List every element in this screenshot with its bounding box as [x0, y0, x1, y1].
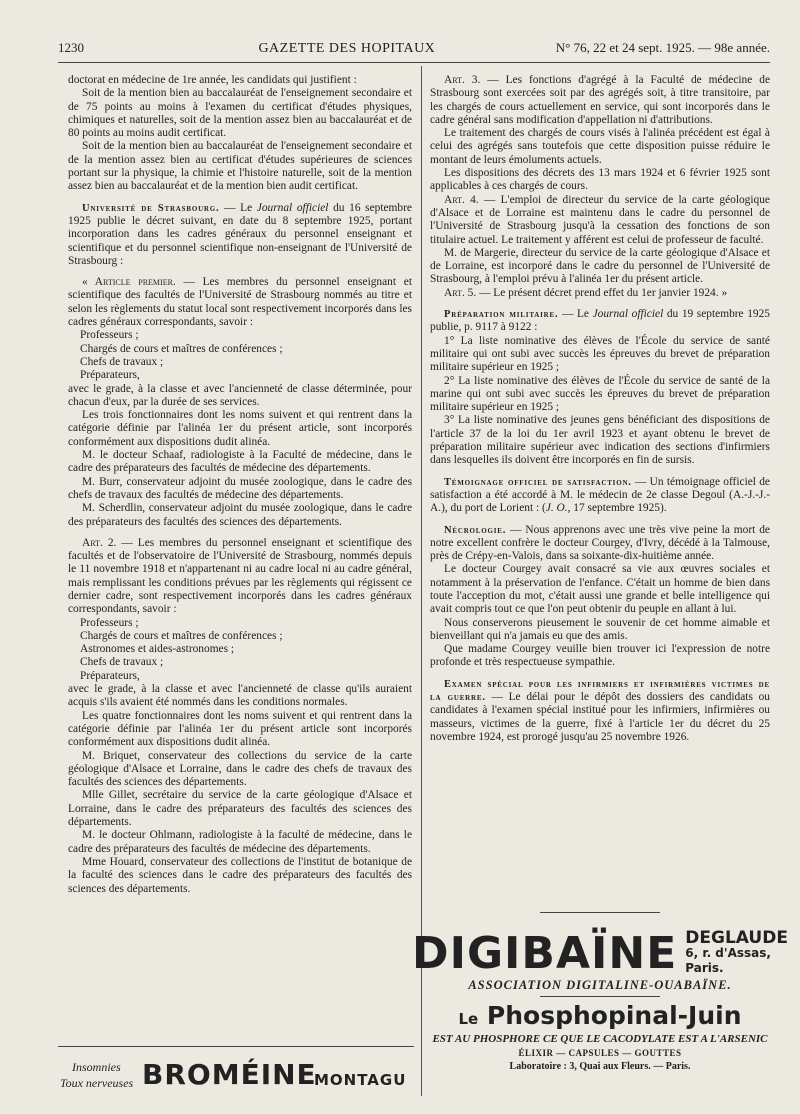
issue-date: N° 76, 22 et 24 sept. 1925. — 98e année.	[555, 40, 770, 55]
temoignage-notice: Témoignage officiel de satisfaction. — Un témoignage officiel de satisfaction a été accordé à M. le médecin de 2e classe Degoul (A.-J.-J.-A.), du port de Lorient : (J. O., 17 septembre 1925).	[430, 475, 770, 515]
digibaine-ad	[412, 912, 788, 992]
article-5: Art. 5. — Le présent décret prend effet du 1er janvier 1924. »	[444, 286, 728, 299]
paragraph: M. Scherdlin, conservateur adjoint du musée zoologique, dans le cadre des préparateurs des facultés des sciences des départements.	[68, 502, 412, 528]
list-item: Astronomes et aides-astronomes ;	[80, 643, 235, 656]
paragraph: M. Briquet, conservateur des collections du service de la carte géologique d'Alsace et Lorraine, dans le cadre des chefs de travaux des facultés des sciences des départements.	[68, 749, 412, 789]
paragraph: Soit de la mention bien au baccalauréat de l'enseignement secondaire et de la mention assez bien au certificat d'études supérieures de sciences portant sur la physique, la chimie et l'histoire naturelle, soit de la mention assez bien au baccalauréat et de la mention bien audit certificat.	[68, 140, 412, 193]
list-item: Professeurs ;	[80, 616, 139, 629]
article-2: Art. 2. — Les membres du personnel enseignant et scientifique des facultés et de l'observatoire de l'Université de Strasbourg, nommés depuis le 11 novembre 1918 et n'appartenant ni au cadre local ni au cadre général, mais remplissant les conditions prévues par les règlements qui régissent ce dernier cadre, sont respectivement incorporés dans les cadres généraux correspondants, savoir :	[68, 536, 412, 616]
article-1: « Article premier. — Les membres du personnel enseignant et scientifique des facultés de l'Université de Strasbourg nommés au titre et selon les règlements du statut local sont respectivement incorporés dans les cadres généraux correspondants, savoir :	[68, 276, 412, 329]
paragraph: Soit de la mention bien au baccalauréat de l'enseignement secondaire et de 75 points au moins à l'examen du certificat d'études physiques, chimiques et naturelles, soit de la mention assez bien au baccalauréat et de 80 points au moins audit certificat.	[68, 87, 412, 140]
paragraph: doctorat en médecine de 1re année, les candidats qui justifient :	[68, 74, 357, 86]
left-column	[68, 74, 412, 896]
paragraph: Les trois fonctionnaires dont les noms suivent et qui rentrent dans la catégorie définie par l'alinéa 1er du présent article, sont incorporés conformément aux dispositions dudit alinéa.	[68, 409, 412, 448]
paragraph: 2° La liste nominative des élèves de l'École du service de santé de la marine qui ont subi avec succès les épreuves du brevet de préparation militaire supérieur en 1925 ;	[430, 374, 770, 414]
paragraph: Les dispositions des décrets des 13 mars 1924 et 6 février 1925 sont applicables à ces chargés de cours.	[430, 167, 770, 193]
paragraph: 3° La liste nominative des jeunes gens bénéficiant des dispositions de l'article 37 de la loi du 1er avril 1923 et ayant obtenu le brevet de préparation militaire supérieur avec indication des sections d'infirmiers dans lesquelles ils doivent être incorporés en fin de sursis.	[430, 414, 770, 467]
digibaine-association: ASSOCIATION DIGITALINE-OUABAÏNE.	[468, 978, 732, 992]
list-item: Chefs de travaux ;	[80, 656, 164, 669]
deglaude-address: 6, r. d'Assas, Paris.	[685, 946, 771, 975]
paragraph: Le docteur Courgey avait consacré sa vie aux œuvres sociales et notamment à la préservation de l'enfance. C'était un homme de bien dans toute l'acception du mot, c'était aussi une grande et belle intelligence qui avait compris tout ce que l'on peut obtenir du peuple en allant à lui.	[430, 563, 770, 616]
paragraph: Nous conserverons pieusement le souvenir de cet homme aimable et bienveillant qui n'a jamais eu que des amis.	[430, 616, 770, 642]
phosphopinal-laboratory: Laboratoire : 3, Quai aux Fleurs. — Paris.	[509, 1061, 691, 1072]
section-heading: Préparation militaire.	[444, 309, 559, 321]
paragraph: Les quatre fonctionnaires dont les noms suivent et qui rentrent dans la catégorie définie par l'alinéa 1er du présent article sont incorporés conformément aux dispositions dudit alinéa.	[68, 709, 412, 749]
journal-title: GAZETTE DES HOPITAUX	[258, 41, 436, 56]
paragraph: M. le docteur Schaaf, radiologiste à la Faculté de médecine, dans le cadre des préparateurs des facultés de médecine des départements.	[68, 449, 412, 475]
list-item: Professeurs ;	[80, 329, 139, 342]
list-item: Chargés de cours et maîtres de conférences ;	[80, 342, 283, 355]
paragraph: Que madame Courgey veuille bien trouver ici l'expression de notre profonde et très respectueuse sympathie.	[430, 643, 770, 669]
preparation-notice: Préparation militaire. — Le Journal officiel du 19 septembre 1925 publie, p. 9117 à 9122 :	[430, 308, 770, 334]
article-4: Art. 4. — L'emploi de directeur du service de la carte géologique d'Alsace et de Lorraine est maintenu dans le cadre du personnel de l'Université de Strasbourg jusqu'à la cessation des fonctions de son titulaire actuel. Le traitement y afférent est celui de professeur de faculté.	[430, 193, 770, 246]
bromeine-tagline: Insomnies	[72, 1060, 121, 1074]
phosphopinal-name: Phosphopinal-Juin	[486, 1001, 742, 1030]
list-item: Préparateurs,	[80, 369, 140, 382]
paragraph: avec le grade, à la classe et avec l'ancienneté de classe déterminée, pour chacun d'eux, par la durée de ses services.	[68, 382, 412, 408]
section-heading: Témoignage officiel de satisfaction.	[444, 476, 632, 488]
bromeine-name: BROMÉINE	[142, 1058, 317, 1091]
paragraph: avec le grade, à la classe et avec l'ancienneté de classe qu'ils auraient acquis s'ils avaient été nommés dans les conditions normales.	[68, 683, 412, 709]
header-rule	[58, 62, 770, 63]
necrologie-notice: Nécrologie. — Nous apprenons avec une très vive peine la mort de notre excellent confrère le docteur Courgey, d'Ivry, décédé à la Talmouse, près de Crépy-en-Valois, dans sa soixante-dix-huitième année.	[430, 523, 770, 563]
list-item: Préparateurs,	[80, 669, 140, 682]
paragraph: M. le docteur Ohlmann, radiologiste à la faculté de médecine, dans le cadre des préparateurs des facultés de médecine des départements.	[68, 829, 412, 855]
paragraph: M. de Margerie, directeur du service de la carte géologique d'Alsace et de Lorraine, est incorporé dans le cadre du personnel de l'Université de Strasbourg, à l'emploi prévu à l'alinéa 1er du présent article.	[430, 246, 770, 286]
deglaude-name: DEGLAUDE	[685, 928, 788, 948]
paragraph: M. Burr, conservateur adjoint du musée zoologique, dans le cadre des chefs de travaux des facultés de médecine des départements.	[68, 475, 412, 501]
right-column	[430, 74, 770, 744]
strasbourg-notice: Université de Strasbourg. — Le Journal officiel du 16 septembre 1925 publie le décret suivant, en date du 8 septembre 1925, portant incorporation dans les cadres généraux du personnel enseignant et scientifique et du personnel scientifique non-enseignant de l'Université de Strasbourg :	[68, 201, 412, 267]
paragraph: Mme Houard, conservateur des collections de l'institut de botanique de la faculté des sciences dans le cadre des préparateurs des facultés des sciences des départements.	[68, 855, 412, 895]
page-number: 1230	[58, 40, 84, 55]
bromeine-ad	[58, 1046, 414, 1098]
examen-notice: Examen spécial pour les infirmiers et infirmières victimes de la guerre. — Le délai pour le dépôt des dossiers des candidats ou candidates à l'examen spécial institué pour les infirmiers, infirmières ou masseurs, victimes de la guerre, fixé à l'article 1er du décret du 25 novembre 1924, est prorogé jusqu'au 25 novembre 1926.	[430, 678, 770, 743]
ad-divider	[58, 1046, 414, 1047]
phosphopinal-slogan: EST AU PHOSPHORE CE QUE LE CACODYLATE EST A L'ARSENIC	[432, 1033, 768, 1045]
article-3: Art. 3. — Les fonctions d'agrégé à la Faculté de médecine de Strasbourg sont exercées soit par des agrégés soit, à titre transitoire, par les chargés de cours actuellement en service, qui sont incorporés dans le cadre général sans modification d'appellation ni d'attributions.	[430, 74, 770, 126]
section-heading: Examen spécial pour les infirmiers et infirmières victimes de la guerre.	[430, 678, 770, 704]
section-heading: Université de Strasbourg.	[82, 202, 220, 214]
paragraph: 1° La liste nominative des élèves de l'École du service de santé militaire qui ont subi avec succès les épreuves du brevet de préparation militaire supérieur en 1925 ;	[430, 334, 770, 374]
bromeine-tagline: Toux nerveuses	[60, 1076, 134, 1090]
section-heading: Nécrologie.	[444, 524, 507, 536]
page-header	[58, 40, 770, 60]
list-item: Chargés de cours et maîtres de conférences ;	[80, 629, 283, 642]
ad-divider	[540, 912, 660, 913]
digibaine-name: DIGIBAÏNE	[412, 928, 678, 979]
paragraph: Le traitement des chargés de cours visés à l'alinéa précédent est égal à celui des agrégés sans toutefois que cette disposition puisse réduire le montant de leurs émoluments actuels.	[430, 127, 770, 166]
list-item: Chefs de travaux ;	[80, 355, 164, 368]
paragraph: Mlle Gillet, secrétaire du service de la carte géologique d'Alsace et Lorraine, dans le cadre des préparateurs des facultés des sciences des départements.	[68, 789, 412, 829]
ad-divider	[540, 996, 660, 997]
phosphopinal-ad: Le Phosphopinal-Juin EST AU PHOSPHORE CE QUE LE CACODYLATE EST A L'ARSENIC ÉLIXIR — CAPSULES — GOUTTES Laboratoire : 3, Quai aux Fleurs. — Paris.	[430, 996, 770, 1072]
bromeine-brand: MONTAGU	[314, 1071, 407, 1089]
phosphopinal-forms: ÉLIXIR — CAPSULES — GOUTTES	[518, 1048, 682, 1058]
